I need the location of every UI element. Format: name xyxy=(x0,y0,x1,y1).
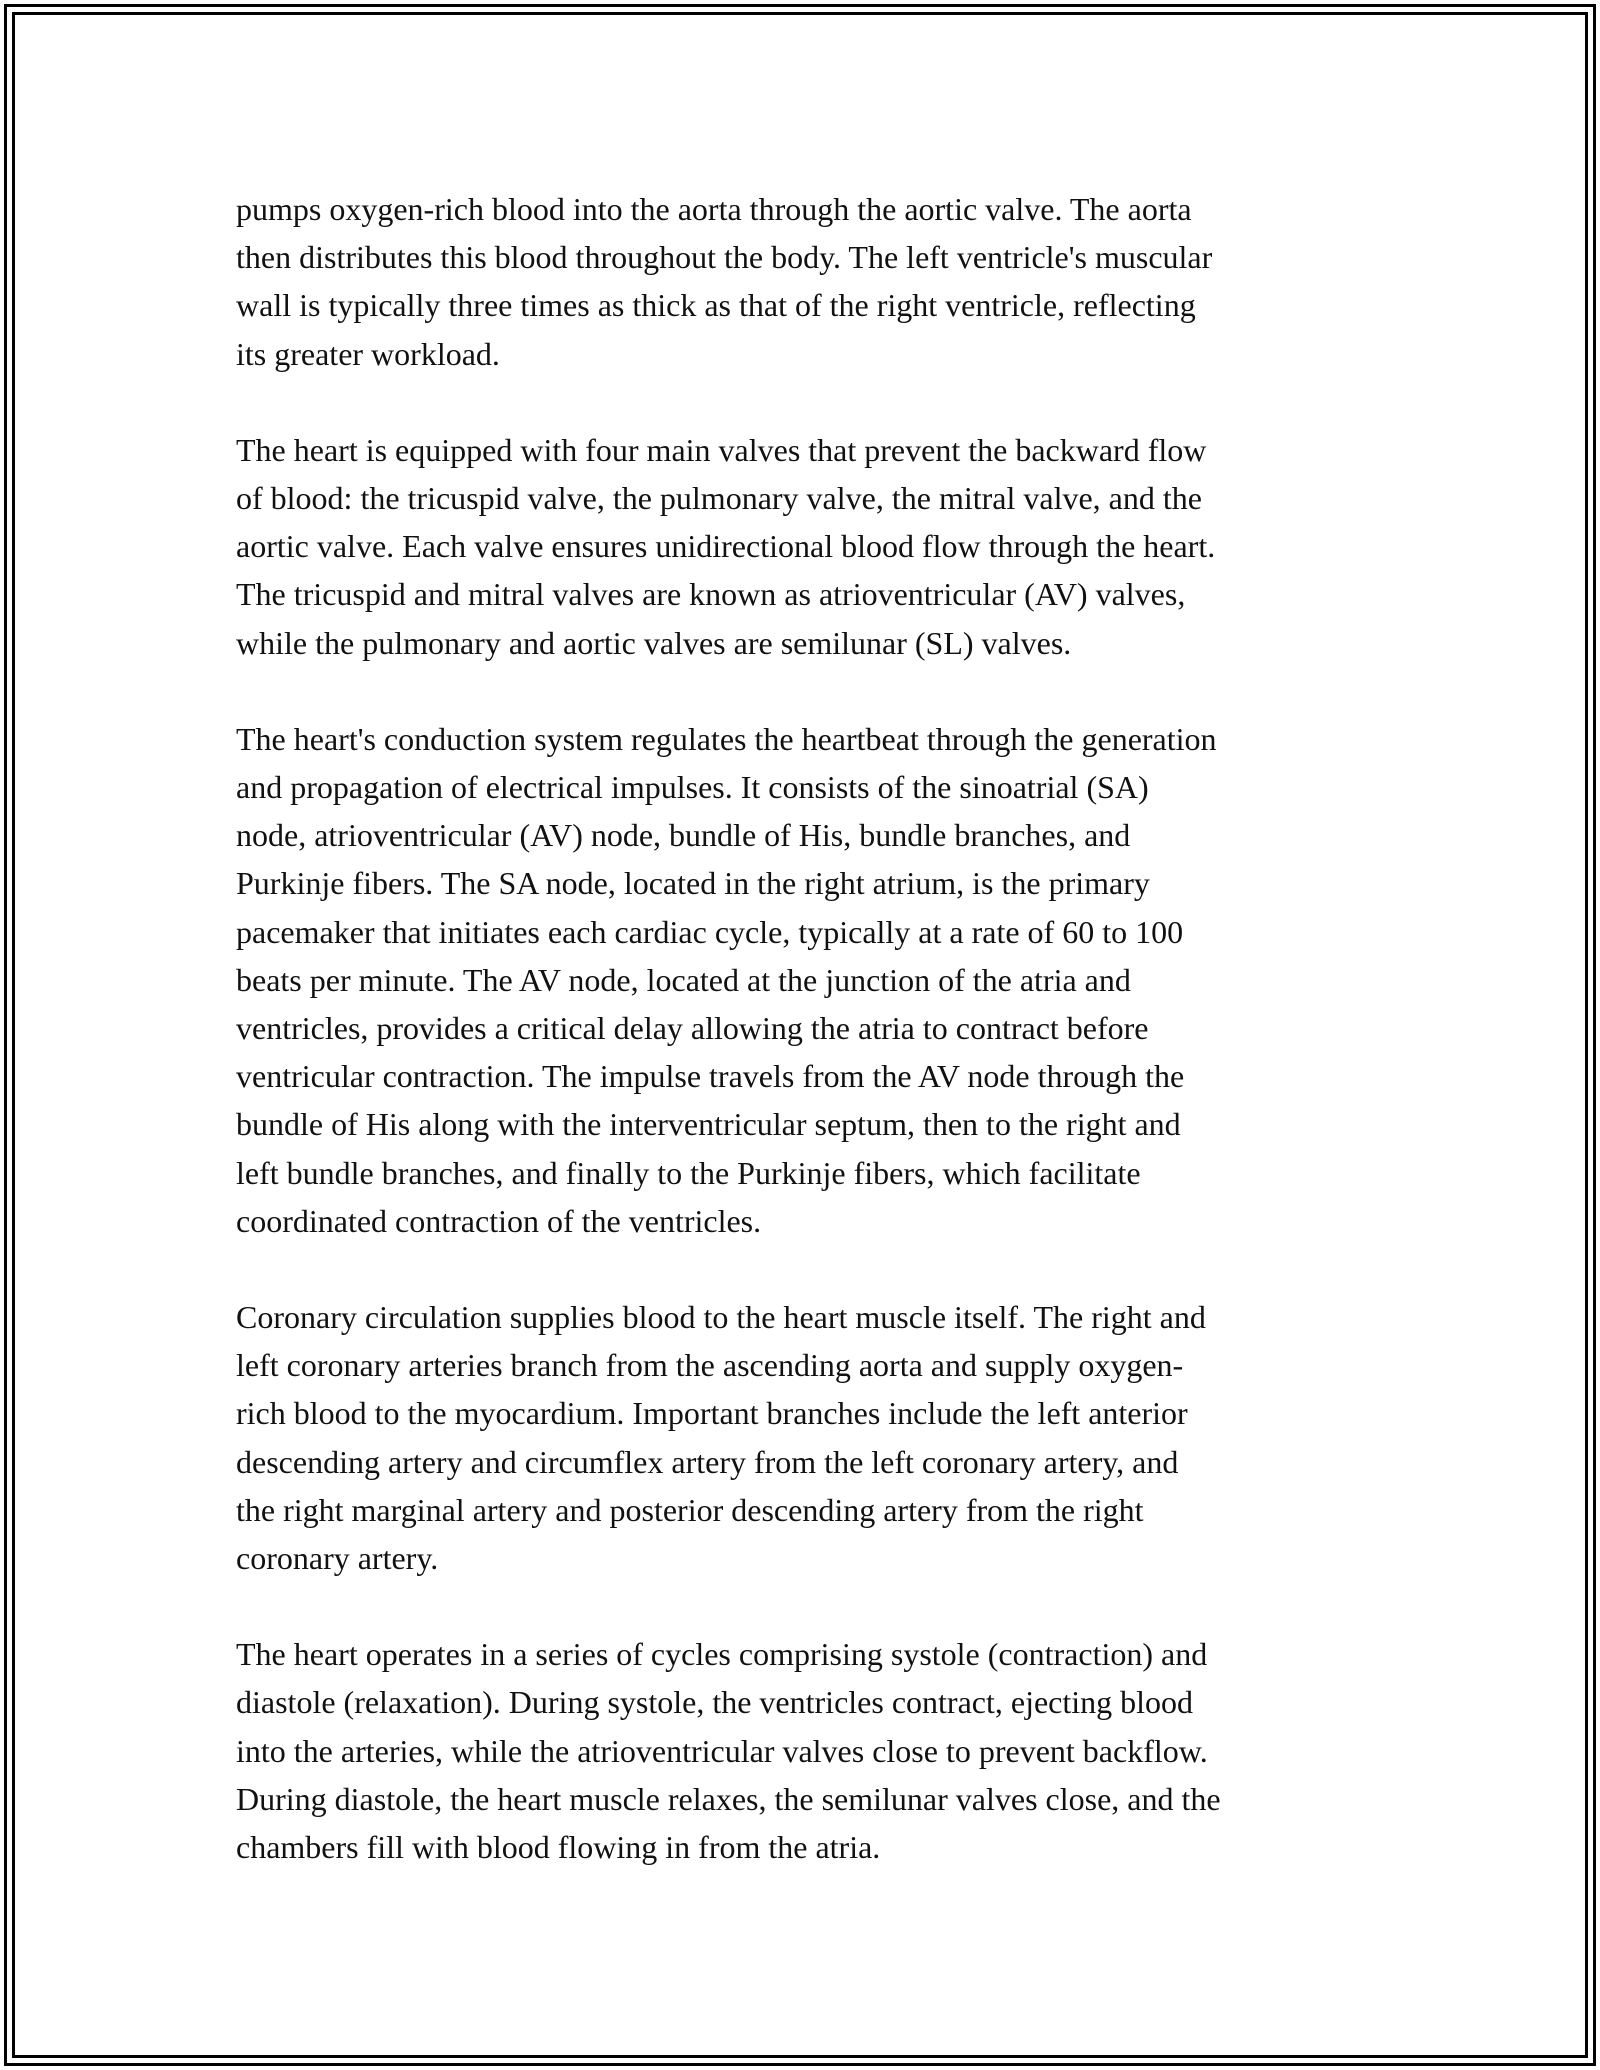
paragraph-coronary-circulation: Coronary circulation supplies blood to the heart muscle itself. The right and left coronary arteries branch from the ascending aorta and supply oxygen- rich blood to the myocardium. Important branches include the left anterior descending artery and circumflex artery from the left coronary artery, and the right marginal artery and posterior descending artery from the right coronary artery. xyxy=(236,1299,1206,1577)
paragraph-heart-valves: The heart is equipped with four main valves that prevent the backward flow of blood: the tricuspid valve, the pulmonary valve, the mitral valve, and the aortic valve. Each valve ensures unidirectional blood flow through the heart. The tricuspid and mitral valves are known as atrioventricular (AV) valves, while the pulmonary and aortic valves are semilunar (SL) valves. xyxy=(236,431,1216,661)
paragraph-conduction-system: The heart's conduction system regulates the heartbeat through the generation and propagation of electrical impulses. It consists of the sinoatrial (SA) node, atrioventricular (AV) node, bundle of His, bundle branches, and Purkinje fibers. The SA node, located in the right atrium, is the primary pacemaker that initiates each cardiac cycle, typically at a rate of 60 to 100 beats per minute. The AV node, located at the junction of the atria and ventricles, provides a critical delay allowing the atria to contract before ventricular contraction. The impulse travels from the AV node through the bundle of His along with the interventricular septum, then to the right and left bundle branches, and finally to the Purkinje fibers, which facilitate coordinated contraction of the ventricles. xyxy=(236,720,1217,1239)
paragraph-cardiac-cycle: The heart operates in a series of cycles comprising systole (contraction) and diastole (relaxation). During systole, the ventricles contract, ejecting blood into the arteries, while the atrioventricular valves close to prevent backflow. During diastole, the heart muscle relaxes, the semilunar valves close, and the chambers fill with blood flowing in from the atria. xyxy=(236,1636,1221,1866)
paragraph-left-ventricle: pumps oxygen-rich blood into the aorta through the aortic valve. The aorta then distributes this blood throughout the body. The left ventricle's muscular wall is typically three times as thick as that of the right ventricle, reflecting its greater workload. xyxy=(236,191,1213,372)
document-body xyxy=(236,185,1366,1919)
